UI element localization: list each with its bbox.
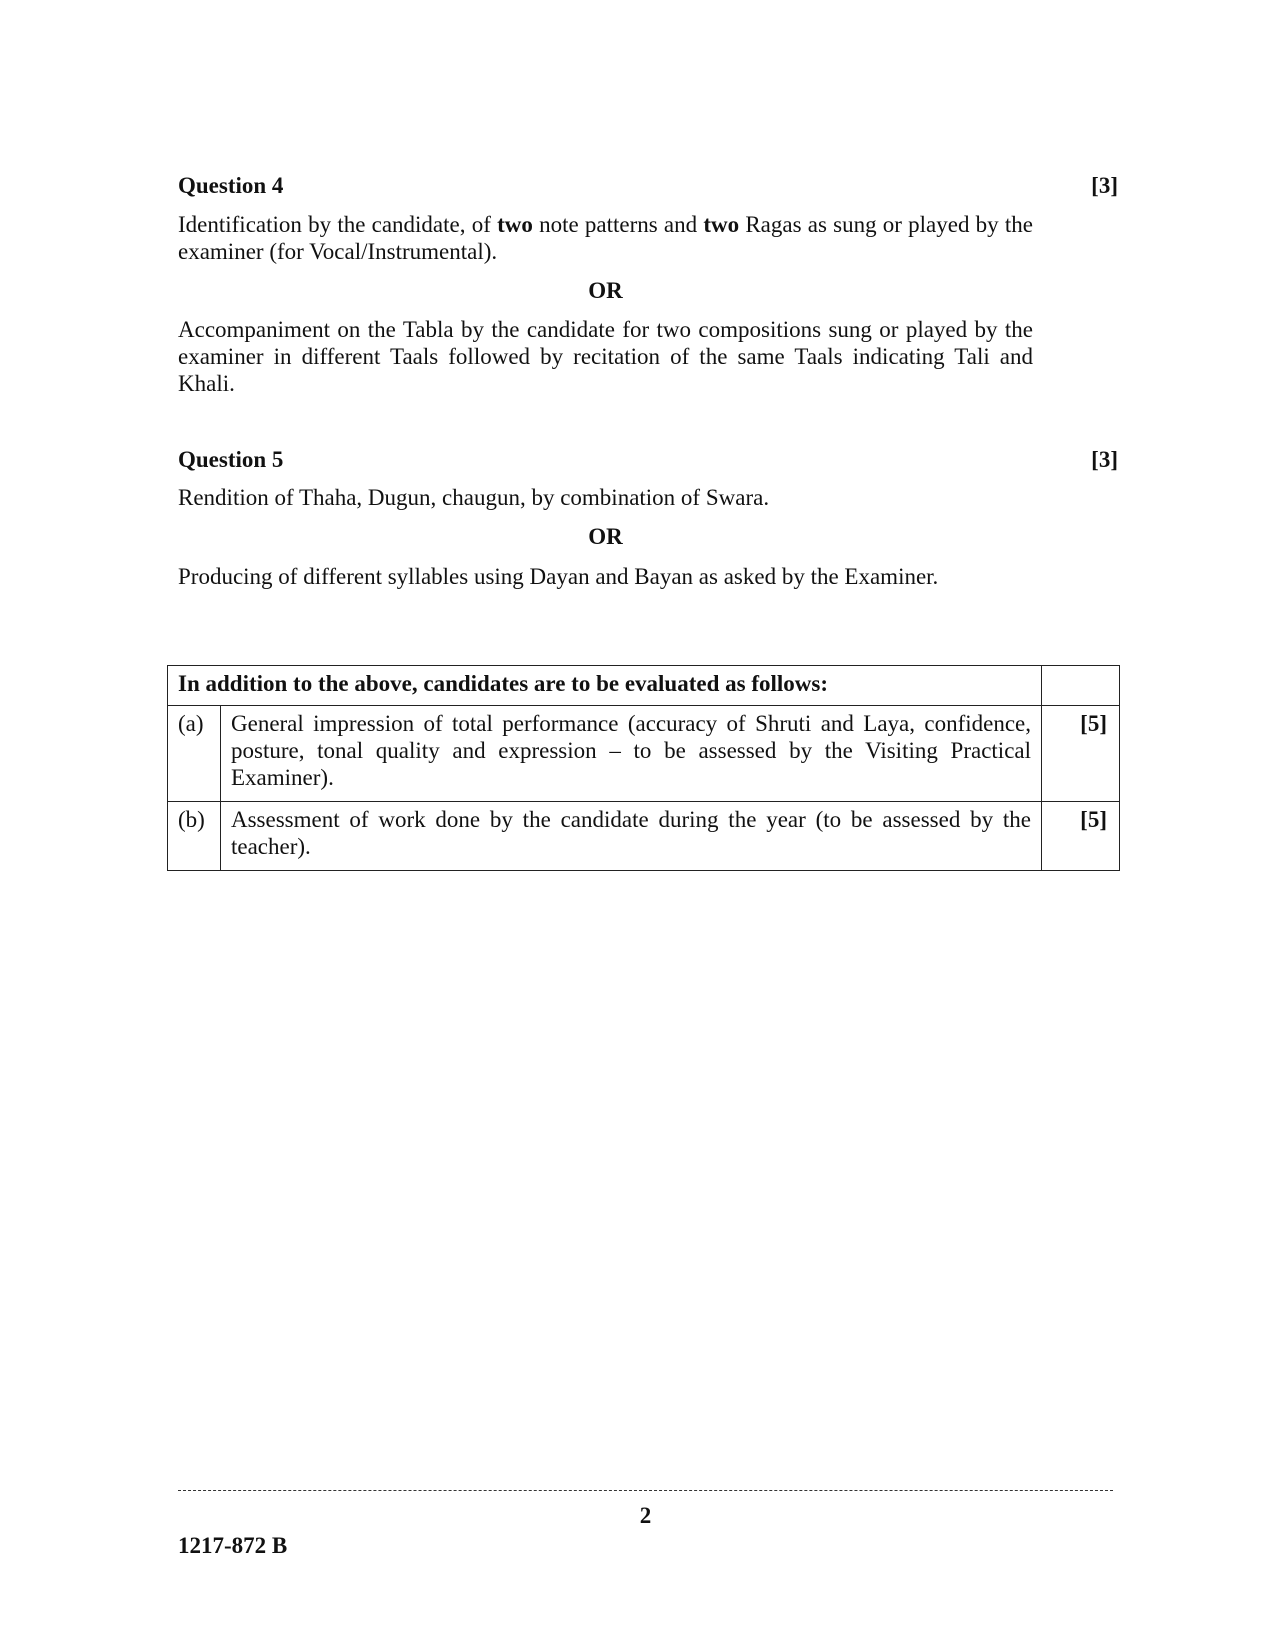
q4-text-3: Ragas as sung or played by the examiner (for Vocal/Instrumental). — [178, 212, 1033, 264]
evaluation-row-marks: [5] — [1042, 706, 1120, 802]
question-4-title: Question 4 — [178, 173, 284, 198]
question-5-paragraph-2: Producing of different syllables using Dayan and Bayan as asked by the Examiner. — [178, 564, 939, 589]
question-5-marks: [3] — [1091, 447, 1118, 472]
q4-bold-2: two — [703, 212, 740, 237]
evaluation-header: In addition to the above, candidates are to be evaluated as follows: — [168, 666, 1042, 706]
evaluation-row-label: (a) — [168, 706, 221, 802]
q4-bold-1: two — [497, 212, 533, 237]
evaluation-header-marks-cell — [1042, 666, 1120, 706]
question-4-or: OR — [588, 278, 623, 303]
evaluation-table — [167, 665, 1120, 871]
footer-dashed-rule — [178, 1490, 1113, 1491]
document-code: 1217-872 B — [178, 1533, 288, 1558]
question-4-heading — [178, 172, 1118, 200]
evaluation-row-b — [168, 802, 1120, 871]
evaluation-row-text: Assessment of work done by the candidate during the year (to be assessed by the teacher). — [221, 802, 1042, 871]
evaluation-row-text: General impression of total performance (accuracy of Shruti and Laya, confidence, posture, tonal quality and expression – to be assessed by the Visiting Practical Examiner). — [221, 706, 1042, 802]
evaluation-row-a — [168, 706, 1120, 802]
question-4-paragraph-1 — [178, 211, 1033, 265]
evaluation-row-marks: [5] — [1042, 802, 1120, 871]
question-4-marks: [3] — [1091, 173, 1118, 198]
q4-text-1: Identification by the candidate, of — [178, 212, 498, 237]
evaluation-header-row — [168, 666, 1120, 706]
question-5-paragraph-1: Rendition of Thaha, Dugun, chaugun, by combination of Swara. — [178, 485, 770, 510]
question-5-or: OR — [588, 524, 623, 549]
question-5-heading — [178, 446, 1118, 474]
question-4-paragraph-2: Accompaniment on the Tabla by the candidate for two compositions sung or played by the examiner in different Taals followed by recitation of the same Taals indicating Tali and Khali. — [178, 317, 1033, 396]
q4-text-2: note patterns and — [532, 212, 704, 237]
evaluation-row-label: (b) — [168, 802, 221, 871]
page-number: 2 — [639, 1503, 652, 1528]
question-5-title: Question 5 — [178, 447, 284, 472]
